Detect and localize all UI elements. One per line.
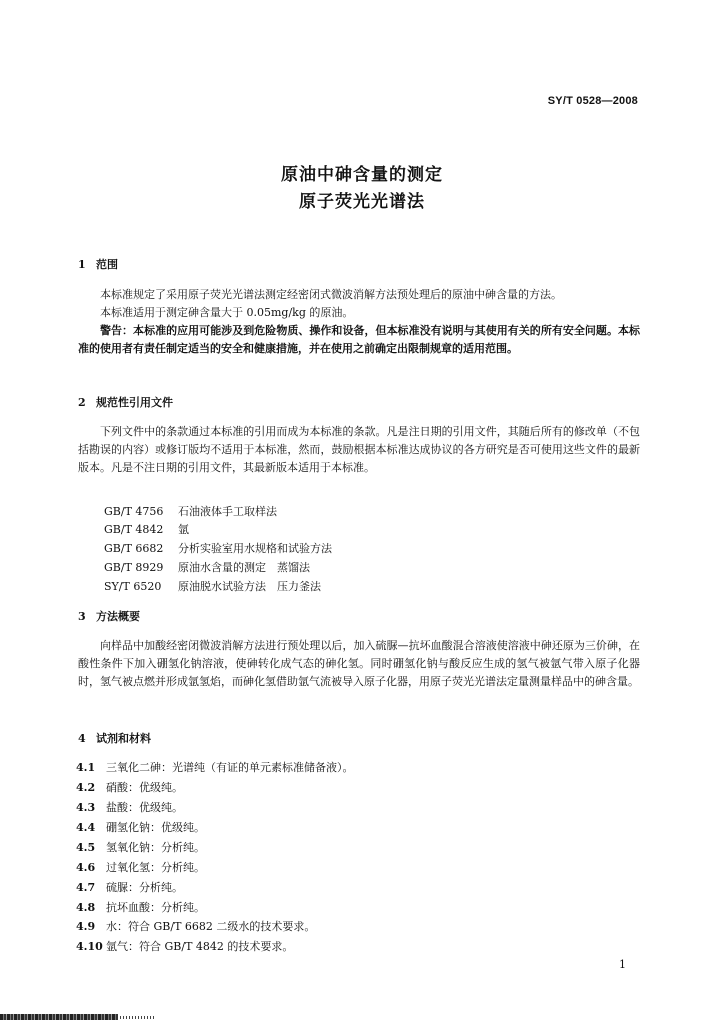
page-number: 1: [619, 958, 626, 971]
section-title: 方法概要: [96, 610, 140, 623]
reference-title: 石油液体手工取样法: [178, 505, 277, 518]
clause-text: 抗坏血酸：分析纯。: [106, 901, 205, 914]
reagent-item: [76, 899, 205, 915]
reference-item: [104, 503, 277, 519]
reagent-item: [76, 819, 205, 835]
clause-number: 4.6: [76, 861, 96, 874]
reference-title: 氩: [178, 523, 189, 536]
clause-number: 4.1: [76, 761, 96, 774]
section-title: 试剂和材料: [96, 732, 151, 745]
clause-number: 4.8: [76, 901, 96, 914]
section-2-heading: [78, 394, 173, 410]
reference-title: 原油脱水试验方法 压力釜法: [178, 580, 321, 593]
reagent-item: [76, 839, 205, 855]
reference-code: GB/T 4842: [104, 523, 164, 536]
scope-paragraph-2: 本标准适用于测定砷含量大于 0.05mg/kg 的原油。: [100, 306, 354, 319]
reference-item: [104, 540, 332, 556]
reference-code: GB/T 6682: [104, 542, 164, 555]
reference-code: GB/T 8929: [104, 561, 164, 574]
section-title: 范围: [96, 258, 118, 271]
method-summary-paragraph: 向样品中加酸经密闭微波消解方法进行预处理以后，加入硫脲—抗坏血酸混合溶液使溶液中砷还原为三价砷，在酸性条件下加入硼氢化钠溶液，使砷转化成气态的砷化氢。同时硼氢化钠与酸反应生成的氢气被氩气带入原子化器时，氢气被点燃并形成氩氢焰，而砷化氢借助氩气流被导入原子化器，用原子荧光光谱法定量测量样品中的砷含量。: [78, 639, 640, 688]
section-number: 4: [78, 732, 86, 745]
clause-text: 氢氧化钠：分析纯。: [106, 841, 205, 854]
reference-code: GB/T 4756: [104, 505, 164, 518]
clause-number: 4.2: [76, 781, 96, 794]
scan-artifact: [0, 1014, 118, 1020]
warning-paragraph: 警告：本标准的应用可能涉及到危险物质、操作和设备，但本标准没有说明与其使用有关的所有安全问题。本标准的使用者有责任制定适当的安全和健康措施，并在使用之前确定出限制规章的适用范围。: [78, 324, 640, 355]
reagent-item: [76, 799, 183, 815]
section-number: 2: [78, 396, 86, 409]
scan-artifact: [120, 1016, 156, 1019]
clause-text: 氩气：符合 GB/T 4842 的技术要求。: [106, 940, 294, 953]
reagent-item: [76, 859, 205, 875]
clause-number: 4.4: [76, 821, 96, 834]
clause-text: 硝酸：优级纯。: [106, 781, 183, 794]
clause-text: 硼氢化钠：优级纯。: [106, 821, 205, 834]
section-number: 3: [78, 610, 86, 623]
clause-text: 三氧化二砷：光谱纯（有证的单元素标准储备液）。: [106, 761, 354, 774]
references-paragraph: 下列文件中的条款通过本标准的引用而成为本标准的条款。凡是注日期的引用文件，其随后所有的修改单（不包括勘误的内容）或修订版均不适用于本标准，然而，鼓励根据本标准达成协议的各方研究是否可使用这些文件的最新版本。凡是不注日期的引用文件，其最新版本适用于本标准。: [78, 425, 640, 474]
reference-item: [104, 521, 189, 537]
section-title: 规范性引用文件: [96, 396, 173, 409]
reagent-item: [76, 918, 315, 934]
clause-number: 4.7: [76, 881, 96, 894]
reference-code: SY/T 6520: [104, 580, 162, 593]
section-4-heading: [78, 730, 151, 746]
reference-title: 分析实验室用水规格和试验方法: [178, 542, 332, 555]
scope-paragraph-1: 本标准规定了采用原子荧光光谱法测定经密闭式微波消解方法预处理后的原油中砷含量的方法。: [100, 288, 562, 301]
clause-text: 过氧化氢：分析纯。: [106, 861, 205, 874]
clause-text: 盐酸：优级纯。: [106, 801, 183, 814]
reagent-item: [76, 779, 183, 795]
reagent-item: [76, 938, 293, 954]
section-number: 1: [78, 258, 86, 271]
clause-number: 4.3: [76, 801, 96, 814]
clause-number: 4.10: [76, 940, 103, 953]
reference-title: 原油水含量的测定 蒸馏法: [178, 561, 310, 574]
document-title: 原油中砷含量的测定: [281, 165, 443, 185]
clause-text: 水：符合 GB/T 6682 二级水的技术要求。: [106, 920, 316, 933]
clause-text: 硫脲：分析纯。: [106, 881, 183, 894]
standard-code: SY/T 0528—2008: [547, 95, 638, 107]
clause-number: 4.9: [76, 920, 96, 933]
document-subtitle: 原子荧光光谱法: [299, 192, 425, 212]
reagent-item: [76, 879, 183, 895]
reference-item: [104, 559, 310, 575]
reagent-item: [76, 759, 354, 775]
section-3-heading: [78, 608, 140, 624]
clause-number: 4.5: [76, 841, 96, 854]
reference-item: [104, 578, 321, 594]
section-1-heading: [78, 256, 118, 272]
